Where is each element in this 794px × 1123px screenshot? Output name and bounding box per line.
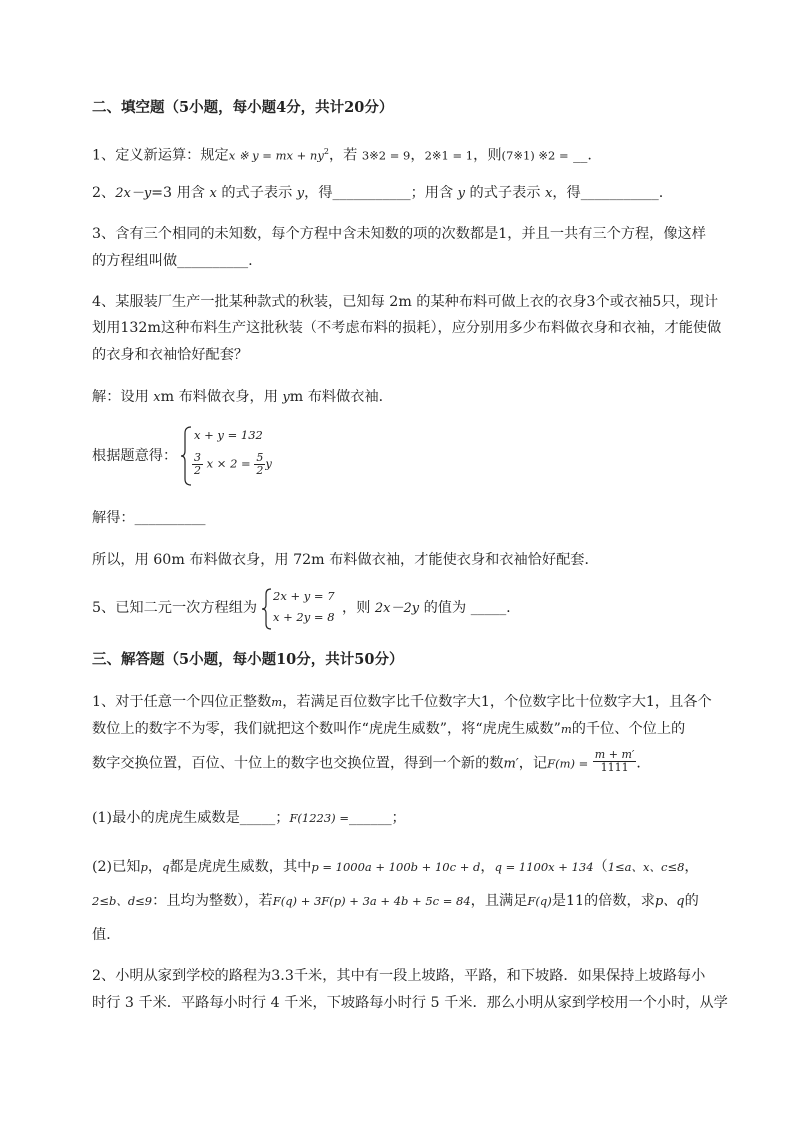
formula: 1≤a、x、c≤8 <box>607 860 685 874</box>
formula: F(1223) = <box>289 811 349 825</box>
formula: F(m) = <box>547 756 589 771</box>
section-heading-fill-blank: 二、填空题（5小题，每小题4分，共计20分） <box>92 99 394 116</box>
fraction <box>593 749 637 774</box>
formula: (7※1) ※2 = <box>501 148 569 163</box>
text: （ <box>593 859 608 875</box>
variable: x <box>544 186 553 201</box>
question-2-4-line1: 4、某服装厂生产一批某种款式的秋装，已知每 2m 的某种布料可做上衣的衣身3个或衣袖5只，现计 <box>92 294 719 310</box>
formula: F(q) + 3F(p) + 3a + 4b + 5c = 84 <box>272 894 471 908</box>
question-3-1-part2-line2 <box>92 891 699 912</box>
equation-system-2 <box>261 587 341 631</box>
text: ：且均为整数），若 <box>152 893 273 909</box>
text: m 布料做衣袖． <box>289 389 393 405</box>
denominator: 2 <box>256 464 264 477</box>
formula: 2※1 = 1 <box>424 148 474 163</box>
text: 数字交换位置，百位、十位上的数字也交换位置，得到一个新的数 <box>92 755 504 772</box>
text: 都是虎虎生威数，其中 <box>169 859 312 875</box>
text: ，若 <box>328 147 362 164</box>
text: ， <box>147 859 163 875</box>
text: 的值为 _____. <box>419 600 511 616</box>
text: 的式子表示 <box>465 185 545 201</box>
formula: p、q <box>654 894 685 909</box>
text: 的千位、个位上的 <box>571 721 686 737</box>
text: (1)最小的虎虎生威数是_____； <box>92 810 290 826</box>
text: ，记 <box>518 755 548 772</box>
question-3-2-line1: 2、小明从家到学校的路程为3.3千米，其中有一段上坡路，平路，和下坡路．如果保持上坡路每小 <box>92 968 706 984</box>
equation-system-1 <box>180 425 300 487</box>
question-3-1-line3 <box>92 748 651 776</box>
denominator: 1111 <box>600 761 629 774</box>
solution-answer-blank: 解得：__________ <box>92 510 206 526</box>
text: 数位上的数字不为零，我们就把这个数叫作“虎虎生威数”，将“虎虎生威数” <box>92 721 561 737</box>
question-2-5-tail <box>342 598 511 619</box>
formula: p = 1000a + 100b + 10c + d <box>311 860 481 874</box>
text: ，则 <box>342 600 375 616</box>
fraction <box>192 452 203 477</box>
text: 5、已知二元一次方程组为 <box>92 600 258 616</box>
variable: m <box>271 695 283 709</box>
text: ______； <box>348 810 406 826</box>
question-3-1-part2-line1 <box>92 857 699 877</box>
text: ，且满足 <box>470 893 528 909</box>
solution-setup <box>92 387 393 408</box>
question-3-1-part1 <box>92 808 406 828</box>
denominator: 2 <box>194 464 201 477</box>
text: 解：设用 <box>92 389 154 405</box>
text: ， <box>480 859 495 875</box>
variable: y <box>265 456 272 471</box>
question-3-1-line1 <box>92 692 712 712</box>
text: __. <box>568 147 592 164</box>
formula: q = 1100x + 134 <box>494 860 594 874</box>
formula: 3※2 = 9 <box>361 148 411 163</box>
question-3-1-line2 <box>92 719 685 739</box>
left-brace-icon <box>261 587 273 631</box>
text: 2、 <box>92 185 116 201</box>
variable: p <box>140 860 148 874</box>
variable: q <box>162 860 170 874</box>
text: ，若满足百位数字比千位数字大1，个位数字比十位数字大1，且各个 <box>282 694 712 710</box>
numerator: m + m′ <box>594 748 635 761</box>
text: ，得___________；用含 <box>304 185 458 201</box>
formula: 2≤b、d≤9 <box>92 894 153 908</box>
text: =3 用含 <box>151 185 210 201</box>
text: 的式子表示 <box>216 185 297 201</box>
text: ，得___________. <box>552 185 664 201</box>
question-2-3-line1: 3、含有三个相同的未知数，每个方程中含未知数的项的次数都是1，并且一共有三个方程，像这样 <box>92 226 706 242</box>
text: 1、对于任意一个四位正整数 <box>92 694 272 710</box>
text: ， <box>684 859 699 875</box>
question-3-1-part2-line3: 值． <box>92 927 121 943</box>
variable: x <box>153 390 161 405</box>
formula: x ※ y = mx + ny <box>228 148 324 163</box>
variable: y <box>457 186 465 201</box>
question-3-2-line2: 时行 3 千米．平路每小时行 4 千米，下坡路每小时行 5 千米．那么小明从家到学校用一个小时，从学 <box>92 995 728 1011</box>
text: ， <box>410 147 425 164</box>
section-heading-solve: 三、解答题（5小题，每小题10分，共计50分） <box>92 651 404 668</box>
equation-line-1: 2x + y = 7 <box>273 589 335 603</box>
question-2-4-line3: 的衣身和衣袖恰好配套？ <box>92 347 249 363</box>
text: 1、定义新运算：规定 <box>92 147 229 164</box>
formula: F(q) <box>527 894 552 908</box>
variable: x <box>209 186 217 201</box>
variable: m <box>560 722 572 736</box>
variable: y <box>282 390 290 405</box>
formula: 2x－2y <box>374 601 420 616</box>
question-2-4-line2: 划用132m这种布料生产这批秋装（不考虑布料的损耗），应分别用多少布料做衣身和衣袖，才能使做 <box>92 320 722 336</box>
text: 的 <box>684 893 699 909</box>
variable: m′ <box>503 756 519 772</box>
text: 是11的倍数，求 <box>551 893 655 909</box>
solution-basis-label: 根据题意得： <box>92 448 178 464</box>
equation-line-2: x + 2y = 8 <box>273 610 335 624</box>
fraction <box>254 452 265 477</box>
variable: y <box>296 186 305 201</box>
question-2-5 <box>92 598 257 618</box>
question-2-1 <box>92 142 592 166</box>
numerator: 3 <box>194 451 201 464</box>
text: (2)已知 <box>92 859 141 875</box>
formula: 2x－y <box>115 186 152 201</box>
text: ，则 <box>473 147 502 164</box>
formula: x × 2 = <box>206 456 251 471</box>
solution-conclusion: 所以，用 60m 布料做衣身，用 72m 布料做衣袖，才能使衣身和衣袖恰好配套． <box>92 552 599 568</box>
text: m 布料做衣身，用 <box>160 389 283 405</box>
numerator: 5 <box>256 451 264 464</box>
text: ． <box>636 755 651 772</box>
equation-line-2 <box>192 452 272 477</box>
equation-line-1: x + y = 132 <box>194 428 263 442</box>
question-2-2 <box>92 183 663 204</box>
formula-exponent: 2 <box>323 147 329 156</box>
question-2-3-line2: 的方程组叫做__________. <box>92 253 253 269</box>
